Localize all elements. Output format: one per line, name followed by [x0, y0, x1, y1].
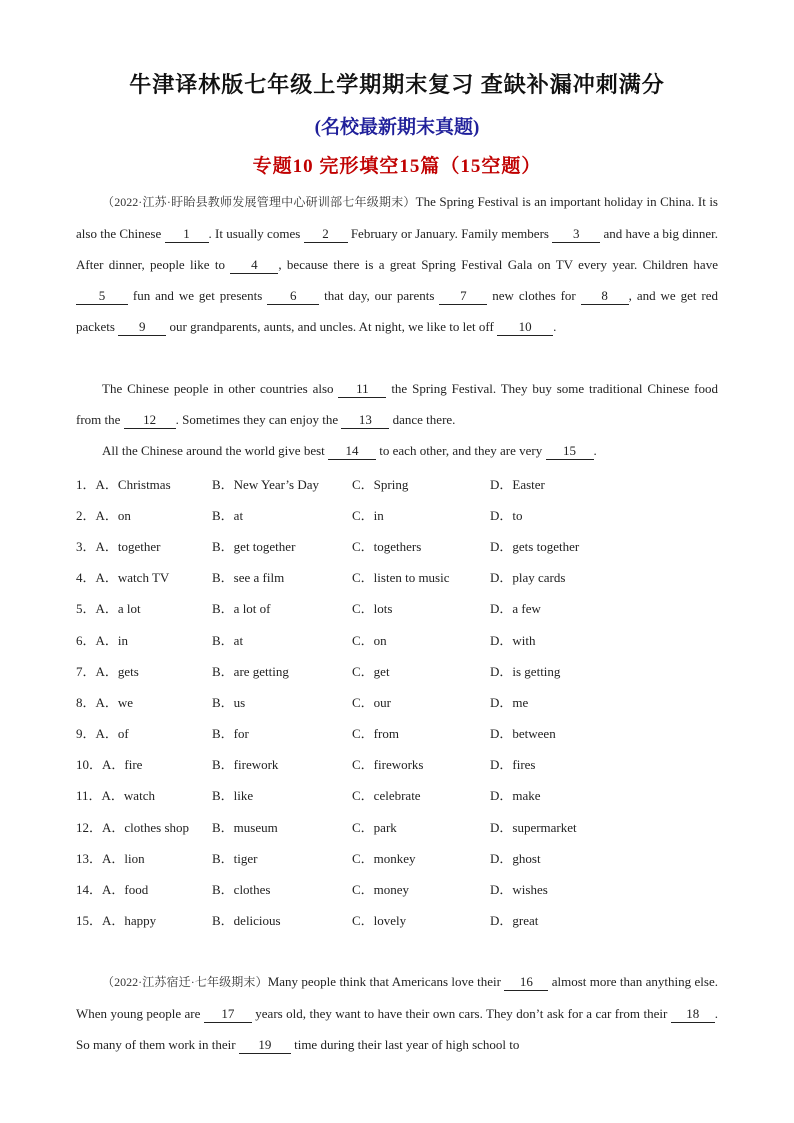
question-number: 8．: [76, 695, 96, 710]
question-item: [76, 536, 756, 556]
option-c[interactable]: C．on: [352, 633, 387, 648]
blank-4: 4: [230, 257, 278, 274]
option-b[interactable]: B．at: [212, 633, 244, 648]
option-c[interactable]: C．get: [352, 664, 390, 679]
option-a-text: A．happy: [102, 913, 157, 928]
option-a[interactable]: [76, 879, 148, 898]
question-number: 6．: [76, 633, 96, 648]
option-c[interactable]: C．money: [352, 882, 410, 897]
topic-heading: 专题10 完形填空15篇（15空题）: [252, 156, 542, 177]
option-c[interactable]: C．park: [352, 820, 397, 835]
option-c[interactable]: C．celebrate: [352, 788, 421, 803]
passage-text: , because there is a great Spring Festival Gala on TV every year. Children have: [278, 257, 718, 272]
option-d[interactable]: D．is getting: [490, 664, 561, 679]
blank-15: 15: [546, 443, 594, 460]
option-b[interactable]: B．are getting: [212, 664, 289, 679]
blank-2: 2: [304, 226, 348, 243]
document-subtitle: (名校最新期末真题): [314, 117, 480, 138]
option-b[interactable]: B．at: [212, 508, 244, 523]
blank-1: 1: [165, 226, 209, 243]
passage2-source: （2022·江苏宿迁·七年级期末）: [102, 975, 268, 989]
option-d[interactable]: D．to: [490, 508, 523, 523]
question-number: 2．: [76, 508, 96, 523]
option-b[interactable]: B．delicious: [212, 913, 281, 928]
option-a-text: A．of: [95, 726, 129, 741]
blank-16: 16: [504, 974, 548, 991]
option-c[interactable]: C．in: [352, 508, 384, 523]
passage1-source: （2022·江苏·盱眙县教师发展管理中心研训部七年级期末）: [102, 195, 416, 209]
passage-text: February or January. Family members: [347, 226, 553, 241]
option-b[interactable]: B．clothes: [212, 882, 271, 897]
option-b[interactable]: B．New Year’s Day: [212, 477, 320, 492]
question-number: 15．: [76, 913, 103, 928]
question-item: [76, 754, 756, 774]
question-number: 7．: [76, 664, 96, 679]
question-item: [76, 817, 756, 837]
option-d[interactable]: D．great: [490, 913, 539, 928]
option-c[interactable]: C．Spring: [352, 477, 409, 492]
option-a[interactable]: [76, 723, 129, 742]
blank-14: 14: [328, 443, 376, 460]
question-number: 10．: [76, 757, 103, 772]
option-a-text: A．we: [95, 695, 134, 710]
option-a[interactable]: [76, 910, 156, 929]
option-b[interactable]: B．tiger: [212, 851, 258, 866]
option-a[interactable]: [76, 848, 145, 867]
option-a[interactable]: [76, 754, 142, 773]
option-c[interactable]: C．togethers: [352, 539, 422, 554]
passage-text: that day, our parents: [319, 288, 440, 303]
blank-17: 17: [204, 1006, 252, 1023]
option-c[interactable]: C．our: [352, 695, 392, 710]
passage-text: to each other, and they are very: [376, 443, 546, 458]
option-b[interactable]: B．get together: [212, 539, 296, 554]
option-d[interactable]: D．gets together: [490, 539, 580, 554]
question-item: [76, 598, 756, 618]
blank-19: 19: [239, 1037, 291, 1054]
option-a[interactable]: [76, 567, 169, 586]
passage-text: All the Chinese around the world give best: [102, 443, 329, 458]
option-c[interactable]: C．fireworks: [352, 757, 424, 772]
option-b[interactable]: B．museum: [212, 820, 278, 835]
blank-3: 3: [552, 226, 600, 243]
option-a-text: A．clothes shop: [102, 820, 190, 835]
passage-text: new clothes for: [487, 288, 581, 303]
option-d[interactable]: D．wishes: [490, 882, 548, 897]
option-b[interactable]: B．a lot of: [212, 601, 271, 616]
question-item: [76, 505, 756, 525]
question-number: 1．: [76, 477, 96, 492]
option-a-text: A．watch: [101, 788, 155, 803]
passage-text: years old, they want to have their own cars. They don’t ask for a car from their: [251, 1006, 671, 1021]
option-b[interactable]: B．us: [212, 695, 246, 710]
question-item: [76, 910, 756, 930]
option-d[interactable]: D．supermarket: [490, 820, 577, 835]
passage-text: time during their last year of high school to: [290, 1037, 520, 1052]
passage-text: . So many of them work in their: [76, 1006, 718, 1052]
question-item: [76, 630, 756, 650]
option-d[interactable]: D．make: [490, 788, 541, 803]
passage-text: dance there.: [389, 412, 456, 427]
passage-text: , and we get red packets: [76, 288, 718, 334]
option-a-text: A．food: [102, 882, 149, 897]
option-b[interactable]: B．for: [212, 726, 249, 741]
passage-text: our grandparents, aunts, and uncles. At night, we like to let off: [166, 319, 498, 334]
question-item: [76, 879, 756, 899]
blank-12: 12: [124, 412, 176, 429]
option-c[interactable]: C．listen to music: [352, 570, 450, 585]
option-c[interactable]: C．lovely: [352, 913, 407, 928]
question-number: 4．: [76, 570, 96, 585]
question-item: [76, 785, 756, 805]
passage1-paragraph1: [76, 186, 718, 342]
option-c[interactable]: C．monkey: [352, 851, 416, 866]
option-d[interactable]: D．a few: [490, 601, 541, 616]
passage1-paragraph3: [76, 435, 718, 466]
question-number: 9．: [76, 726, 96, 741]
question-number: 13．: [76, 851, 103, 866]
passage-text: The Chinese people in other countries also: [102, 381, 339, 396]
option-d[interactable]: D．ghost: [490, 851, 541, 866]
option-a-text: A．Christmas: [95, 477, 171, 492]
option-d[interactable]: D．play cards: [490, 570, 566, 585]
question-item: [76, 848, 756, 868]
option-a-text: A．watch TV: [95, 570, 170, 585]
question-item: [76, 723, 756, 743]
option-a[interactable]: [76, 817, 189, 836]
option-a[interactable]: [76, 785, 155, 804]
blank-13: 13: [341, 412, 389, 429]
blank-5: 5: [76, 288, 128, 305]
option-a-text: A．fire: [102, 757, 143, 772]
option-a[interactable]: [76, 505, 131, 524]
question-item: [76, 661, 756, 681]
option-b[interactable]: B．like: [212, 788, 254, 803]
option-a-text: A．a lot: [95, 601, 141, 616]
option-a[interactable]: [76, 630, 128, 649]
option-a[interactable]: [76, 661, 139, 680]
passage-text: the Spring Festival. They buy some traditional Chinese food from the: [76, 381, 718, 427]
option-b[interactable]: B．firework: [212, 757, 279, 772]
question-number: 12．: [76, 820, 103, 835]
option-a-text: A．together: [95, 539, 161, 554]
blank-8: 8: [581, 288, 629, 305]
passage1-paragraph2: [76, 373, 718, 435]
passage-text: and have a big dinner. After dinner, people like to: [76, 226, 718, 272]
option-d[interactable]: D．Easter: [490, 477, 545, 492]
option-a[interactable]: [76, 598, 141, 617]
option-c[interactable]: C．lots: [352, 601, 393, 616]
question-item: [76, 474, 756, 494]
option-a-text: A．on: [95, 508, 131, 523]
option-a[interactable]: [76, 474, 171, 493]
passage2-paragraph1: [76, 966, 718, 1060]
passage-text: almost more than anything else. When young people are: [76, 974, 718, 1021]
option-d[interactable]: D．with: [490, 633, 536, 648]
option-c[interactable]: C．from: [352, 726, 399, 741]
option-a[interactable]: [76, 692, 133, 711]
passage-text: The Spring Festival is an important holiday in China. It is also the Chinese: [76, 194, 718, 241]
passage-text: .: [593, 443, 597, 458]
passage-text: . It usually comes: [208, 226, 304, 241]
option-d[interactable]: D．me: [490, 695, 529, 710]
question-item: [76, 692, 756, 712]
blank-10: 10: [497, 319, 553, 336]
passage-text: Many people think that Americans love their: [267, 974, 505, 989]
blank-7: 7: [439, 288, 487, 305]
blank-11: 11: [338, 381, 386, 398]
blank-9: 9: [118, 319, 166, 336]
passage-text: fun and we get presents: [128, 288, 268, 303]
question-item: [76, 567, 756, 587]
option-a-text: A．in: [95, 633, 129, 648]
document-title: 牛津译林版七年级上学期期末复习 查缺补漏冲刺满分: [129, 72, 665, 97]
option-b[interactable]: B．see a film: [212, 570, 285, 585]
option-d[interactable]: D．fires: [490, 757, 536, 772]
option-a[interactable]: [76, 536, 161, 555]
passage-text: . Sometimes they can enjoy the: [175, 412, 342, 427]
option-a-text: A．gets: [95, 664, 139, 679]
option-d[interactable]: D．between: [490, 726, 556, 741]
blank-6: 6: [267, 288, 319, 305]
passage-text: .: [553, 319, 557, 334]
blank-18: 18: [671, 1006, 715, 1023]
question-number: 11．: [76, 788, 102, 803]
question-number: 3．: [76, 539, 96, 554]
question-number: 14．: [76, 882, 103, 897]
question-number: 5．: [76, 601, 96, 616]
option-a-text: A．lion: [102, 851, 145, 866]
